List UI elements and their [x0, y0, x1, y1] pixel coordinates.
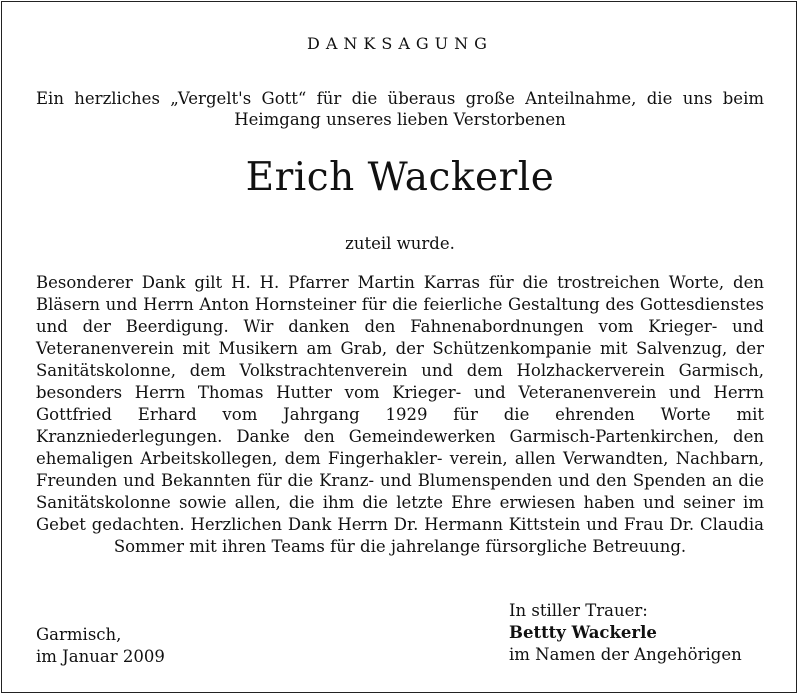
signer-name: Bettty Wackerle	[509, 623, 657, 642]
place-date-block	[36, 624, 165, 668]
mourning-label: In stiller Trauer:	[509, 601, 648, 620]
place: Garmisch,	[36, 625, 122, 644]
date: im Januar 2009	[36, 647, 165, 666]
notice-heading: DANKSAGUNG	[307, 34, 493, 53]
deceased-name: Erich Wackerle	[245, 155, 555, 200]
on-behalf-text: im Namen der Angehörigen	[509, 645, 742, 664]
thanks-body: Besonderer Dank gilt H. H. Pfarrer Martin Karras für die trostreichen Worte, den Bläsern und Herrn Anton Hornsteiner für die feierliche Gestaltung des Gottesdienstes und der Beerdigung. Wir danken den Fahnenabordnungen vom Krieger- und Veteranenverein mit Musikern am Grab, der Schützenkompanie mit Salvenzug, der Sanitätskolonne, dem Volkstrachtenverein und dem Holzhackerverein Garmisch, besonders Herrn Thomas Hutter vom Krieger- und Veteranenverein und Herrn Gottfried Erhard vom Jahrgang 1929 für die ehrenden Worte mit Kranzniederlegungen. Danke den Gemeindewerken Garmisch-Partenkirchen, den ehemaligen Arbeitskollegen, dem Fingerhakler- verein, allen Verwandten, Nachbarn, Freunden und Bekannten für die Kranz- und Blumenspenden und den Spenden an die Sanitätskolonne sowie allen, die ihm die letzte Ehre erwiesen haben und seiner im Gebet gedachten. Herzlichen Dank Herrn Dr. Hermann Kittstein und Frau Dr. Claudia Sommer mit ihren Teams für die jahrelange fürsorgliche Betreuung.	[36, 273, 764, 556]
intro-text: Ein herzliches „Vergelt's Gott“ für die überaus große Anteilnahme, die uns beim Heimgang unseres lieben Verstorbenen	[36, 89, 764, 129]
received-text: zuteil wurde.	[345, 234, 455, 253]
signature-block	[509, 600, 742, 666]
